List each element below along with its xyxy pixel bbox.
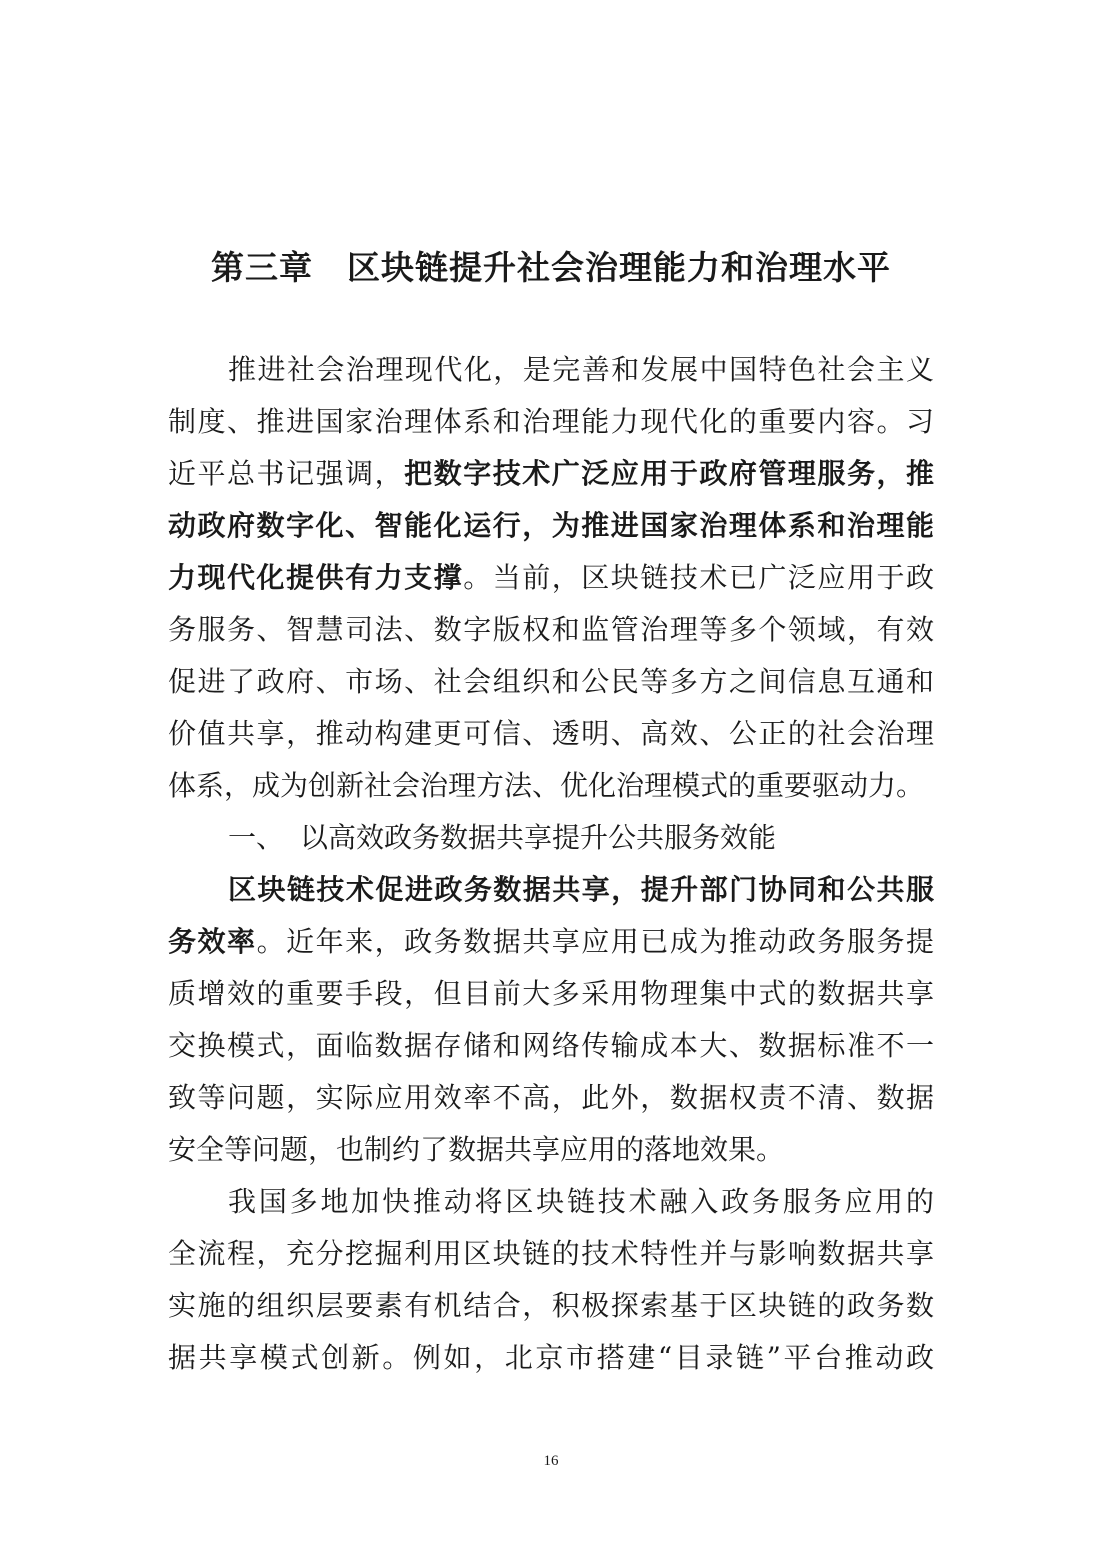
intro-line: 务服务、智慧司法、数字版权和监管治理等多个领域，有效 xyxy=(168,613,934,646)
section-heading xyxy=(228,818,776,858)
paragraph-line: 实施的组织层要素有机结合，积极探索基于区块链的政务数 xyxy=(168,1289,934,1322)
paragraph-lead: 区块链技术促进政务数据共享，提升部门协同和公共服 xyxy=(228,873,934,906)
page-number: 16 xyxy=(543,1453,559,1469)
intro-line: 价值共享，推动构建更可信、透明、高效、公正的社会治理 xyxy=(168,717,934,750)
paragraph-line: 致等问题，实际应用效率不高，此外，数据权责不清、数据 xyxy=(168,1081,934,1114)
intro-line: 制度、推进国家治理体系和治理能力现代化的重要内容。习 xyxy=(168,405,934,438)
intro-line: 近平总书记强调，把数字技术广泛应用于政府管理服务，推 xyxy=(168,457,934,490)
paragraph-lead: 务效率 xyxy=(168,925,257,958)
emphasis-quote: 把数字技术广泛应用于政府管理服务，推 xyxy=(404,457,934,490)
emphasis-quote: 力现代化提供有力支撑 xyxy=(168,561,464,594)
chapter-number: 第三章 xyxy=(211,248,313,287)
paragraph-line: 全流程，充分挖掘利用区块链的技术特性并与影响数据共享 xyxy=(168,1237,934,1270)
intro-line: 力现代化提供有力支撑。当前，区块链技术已广泛应用于政 xyxy=(168,561,934,594)
paragraph-line: 务效率。近年来，政务数据共享应用已成为推动政务服务提 xyxy=(168,925,934,958)
intro-line: 推进社会治理现代化，是完善和发展中国特色社会主义 xyxy=(228,353,934,386)
paragraph-line: 交换模式，面临数据存储和网络传输成本大、数据标准不一 xyxy=(168,1029,934,1062)
paragraph-line: 我国多地加快推动将区块链技术融入政务服务应用的 xyxy=(228,1185,934,1218)
emphasis-quote: 动政府数字化、智能化运行，为推进国家治理体系和治理能 xyxy=(168,509,934,542)
chapter-title xyxy=(0,246,1102,290)
paragraph-line: 质增效的重要手段，但目前大多采用物理集中式的数据共享 xyxy=(168,977,934,1010)
section-title: 以高效政务数据共享提升公共服务效能 xyxy=(300,821,777,854)
section-number: 一、 xyxy=(228,821,285,854)
chapter-title-text: 区块链提升社会治理能力和治理水平 xyxy=(347,248,891,287)
paragraph-line: 安全等问题，也制约了数据共享应用的落地效果。 xyxy=(168,1133,785,1166)
intro-line: 促进了政府、市场、社会组织和公民等多方之间信息互通和 xyxy=(168,665,934,698)
intro-line: 体系，成为创新社会治理方法、优化治理模式的重要驱动力。 xyxy=(168,769,925,802)
paragraph-line: 据共享模式创新。例如，北京市搭建“目录链”平台推动政 xyxy=(168,1341,934,1374)
